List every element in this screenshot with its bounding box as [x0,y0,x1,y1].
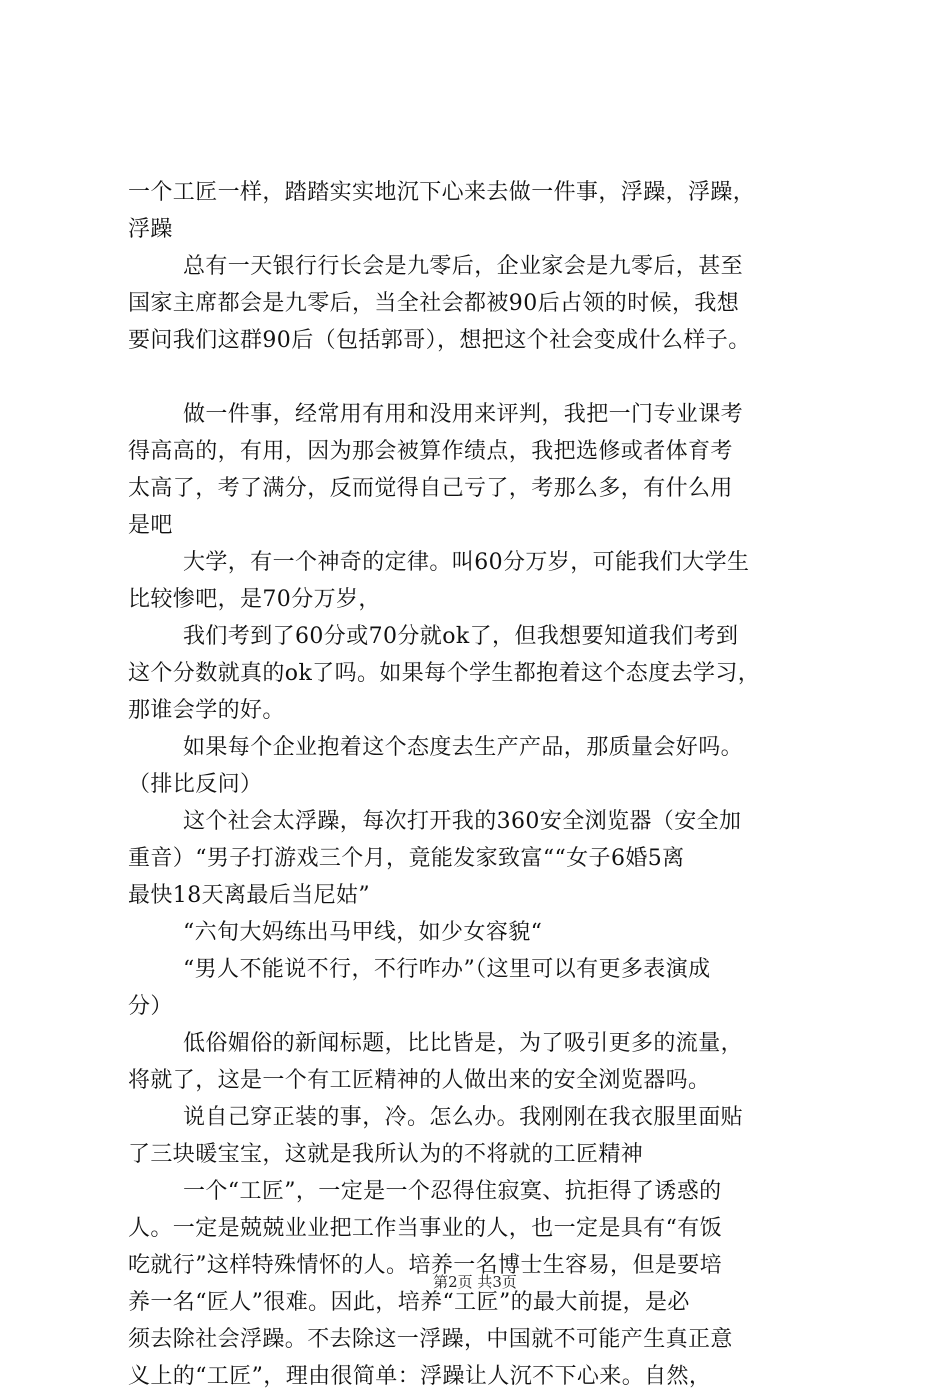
text-line: 分） [128,994,173,1019]
text-line: 了三块暖宝宝，这就是我所认为的不将就的工匠精神 [128,1142,644,1167]
paragraph-start-line: 做一件事，经常用有用和没用来评判，我把一门专业课考 [183,402,744,427]
paragraph-start-line: 低俗媚俗的新闻标题，比比皆是，为了吸引更多的流量， [183,1031,744,1056]
text-line: 这个分数就真的ok了吗。如果每个学生都抱着这个态度去学习， [128,661,761,686]
text-line: 是吧 [128,513,173,538]
paragraph-start-line: “男人不能说不行，不行咋办”（这里可以有更多表演成 [183,957,711,982]
paragraph-start-line: 这个社会太浮躁，每次打开我的360安全浏览器（安全加 [183,809,742,834]
text-line: 养一名“匠人”很难。因此，培养“工匠”的最大前提，是必 [128,1290,690,1315]
paragraph-start-line: “六旬大妈练出马甲线，如少女容貌“ [183,920,543,945]
text-line: 比较惨吧，是70分万岁， [128,587,381,612]
text-line: 最快18天离最后当尼姑” [128,883,371,908]
paragraph-start-line: 说自己穿正装的事，冷。怎么办。我刚刚在我衣服里面贴 [183,1105,744,1130]
paragraph-start-line: 如果每个企业抱着这个态度去生产产品，那质量会好吗。 [183,735,744,760]
text-line: 那谁会学的好。 [128,698,285,723]
text-line: 须去除社会浮躁。不去除这一浮躁，中国就不可能产生真正意 [128,1327,733,1352]
paragraph-start-line: 一个“工匠”，一定是一个忍得住寂寞、抗拒得了诱惑的 [183,1179,722,1204]
text-line: 重音）“男子打游戏三个月，竟能发家致富““女子6婚5离 [128,846,685,871]
paragraph-start-line: 总有一天银行行长会是九零后，企业家会是九零后，甚至 [183,254,744,279]
text-line: （排比反问） [128,772,263,797]
text-line: 要问我们这群90后（包括郭哥），想把这个社会变成什么样子。 [128,328,751,353]
text-line: 得高高的，有用，因为那会被算作绩点，我把选修或者体育考 [128,439,733,464]
paragraph-start-line: 我们考到了60分或70分就ok了，但我想要知道我们考到 [183,624,739,649]
text-line: 太高了，考了满分，反而觉得自己亏了，考那么多，有什么用 [128,476,733,501]
text-line: 义上的“工匠”，理由很简单：浮躁让人沉不下心来。自然， [128,1364,712,1389]
paragraph-start-line: 大学，有一个神奇的定律。叫60分万岁，可能我们大学生 [183,550,750,575]
text-line: 一个工匠一样，踏踏实实地沉下心来去做一件事，浮躁，浮躁， [128,180,756,205]
blank-line [128,359,830,396]
text-line: 人。一定是兢兢业业把工作当事业的人，也一定是具有“有饭 [128,1216,723,1241]
document-body [128,174,830,1395]
text-line: 将就了，这是一个有工匠精神的人做出来的安全浏览器吗。 [128,1068,711,1093]
text-line: 国家主席都会是九零后，当全社会都被90后占领的时候，我想 [128,291,740,316]
text-line: 浮躁 [128,217,173,242]
text-line: 吃就行”这样特殊情怀的人。培养一名博士生容易，但是要培 [128,1253,723,1278]
page-number-footer: 第2页 共3页 [433,1273,517,1291]
